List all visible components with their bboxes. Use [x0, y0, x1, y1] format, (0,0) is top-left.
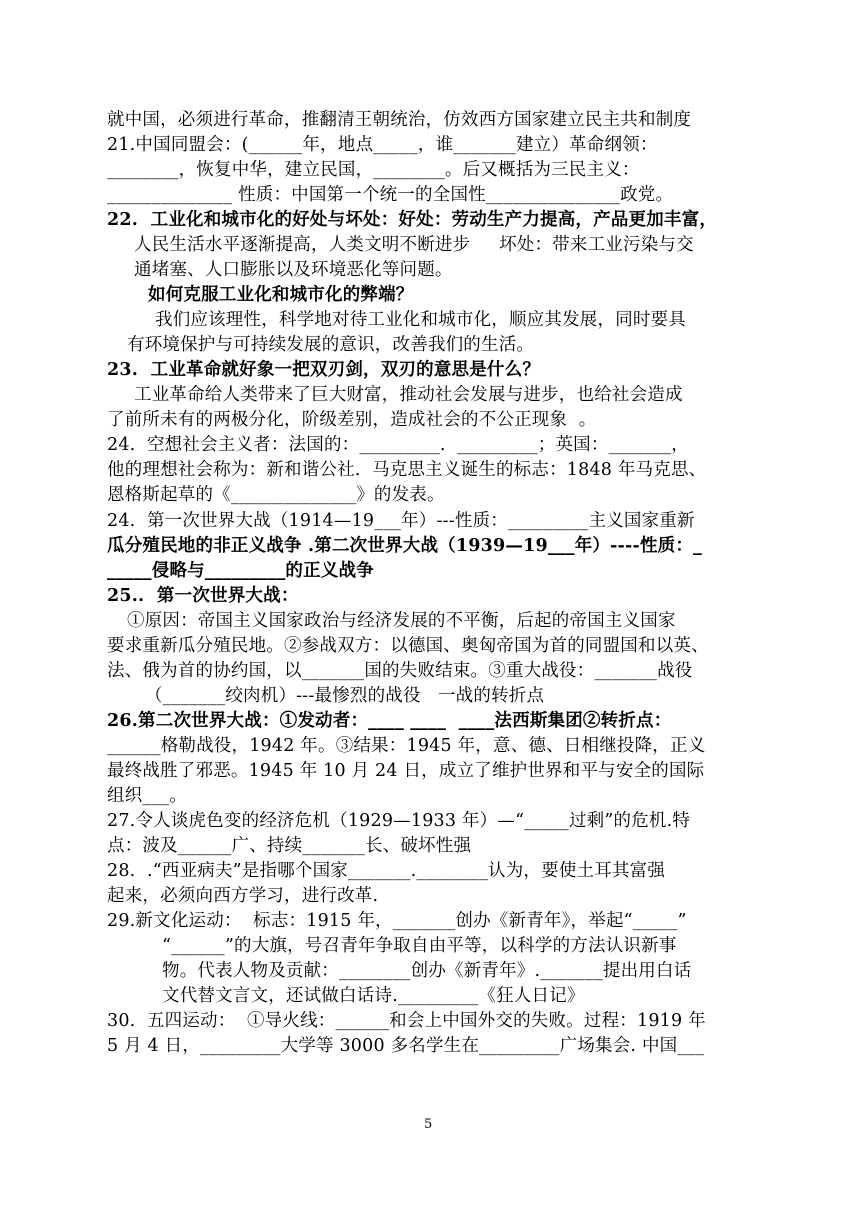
- text-line: ________，恢复中华，建立民国，________。后又概括为三民主义：: [107, 160, 640, 180]
- subquestion-heading: 如何克服工业化和城市化的弊端？: [148, 285, 414, 305]
- text-line: 他的理想社会称为：新和谐公社. 马克思主义诞生的标志：1848 年马克思、: [107, 460, 707, 480]
- question-22-heading: 22. 工业化和城市化的好处与坏处：好处：劳动生产力提高，产品更加丰富，: [107, 210, 718, 230]
- question-25-heading: 25.. 第一次世界大战：: [107, 586, 299, 606]
- page-number: 5: [424, 1117, 433, 1132]
- text-line: ______________ 性质：中国第一个统一的全国性_______________政党。: [107, 185, 674, 205]
- question-29-heading: 29.新文化运动： 标志：1915 年，_______创办《新青年》，举起“_____”: [107, 911, 687, 931]
- text-line: 有环境保护与可持续发展的意识，改善我们的生活。: [127, 335, 535, 355]
- text-line: 法、俄为首的协约国，以_______国的失败结束。③重大战役：_______战役: [107, 661, 693, 681]
- question-30-heading: 30. 五四运动： ①导火线：______和会上中国外交的失败。过程：1919 年: [107, 1011, 706, 1031]
- text-line: ______格勒战役，1942 年。③结果：1945 年，意、德、日相继投降，正义: [107, 736, 706, 756]
- question-28-heading: 28. .“西亚病夫”是指哪个国家_______.________认为，要使土耳其富强: [107, 861, 666, 881]
- text-line: 最终战胜了邪恶。1945 年 10 月 24 日，成立了维护世界和平与安全的国际: [107, 761, 705, 781]
- text-line: 点：波及______广、持续_______长、破坏性强: [107, 836, 472, 856]
- question-27-heading: 27.令人谈虎色变的经济危机（1929—1933 年）—“_____过剩”的危机.特: [107, 811, 691, 831]
- question-26-heading: 26.第二次世界大战：①发动者：____ ____ ____法西斯集团②转折点：: [107, 711, 672, 731]
- text-line: 通堵塞、人口膨胀以及环境恶化等问题。: [134, 260, 453, 280]
- text-line: 人民生活水平逐渐提高，人类文明不断进步 坏处：带来工业污染与交: [134, 235, 694, 255]
- text-line: 文代替文言文，还试做白话诗._________《狂人日记》: [162, 986, 585, 1006]
- text-line: 组织___。: [107, 786, 187, 806]
- text-line: 瓜分殖民地的非正义战争 .第二次世界大战（1939—19___年）----性质：_: [107, 536, 702, 556]
- question-23-heading: 23. 工业革命就好象一把双刃剑，双刃的意思是什么？: [107, 360, 541, 380]
- text-line: 了前所未有的两极分化，阶级差别，造成社会的不公正现象 。: [107, 410, 597, 430]
- text-line: ①原因：帝国主义国家政治与经济发展的不平衡，后起的帝国主义国家: [127, 611, 676, 631]
- text-line: 24. 第一次世界大战（1914—19___年）---性质：_________主义国家重新: [107, 511, 695, 531]
- text-line: 21.中国同盟会：(______年，地点_____，谁_______建立）革命纲领：: [107, 135, 658, 155]
- text-line: （_______绞肉机）---最惨烈的战役 一战的转折点: [145, 686, 545, 706]
- text-line: 24. 空想社会主义者：法国的：_________. _________；英国：_______，: [107, 435, 689, 455]
- text-line: _____侵略与_________的正义战争: [107, 561, 374, 581]
- text-line: 工业革命给人类带来了巨大财富，推动社会发展与进步，也给社会造成: [134, 385, 683, 405]
- text-line: 物。代表人物及贡献：________创办《新青年》._______提出用白话: [162, 961, 692, 981]
- text-line: 5 月 4 日，_________大学等 3000 多名学生在_________广场集会. 中国___: [107, 1036, 705, 1056]
- text-line: 就中国，必须进行革命，推翻清王朝统治，仿效西方国家建立民主共和制度: [107, 110, 692, 130]
- text-line: “______”的大旗，号召青年争取自由平等，以科学的方法认识新事: [162, 936, 677, 956]
- text-line: 我们应该理性，科学地对待工业化和城市化，顺应其发展，同时要具: [155, 310, 686, 330]
- text-line: 起来，必须向西方学习，进行改革.: [107, 886, 379, 906]
- text-line: 恩格斯起草的《______________》的发表。: [107, 485, 445, 505]
- text-line: 要求重新瓜分殖民地。②参战双方：以德国、奥匈帝国为首的同盟国和以英、: [107, 636, 709, 656]
